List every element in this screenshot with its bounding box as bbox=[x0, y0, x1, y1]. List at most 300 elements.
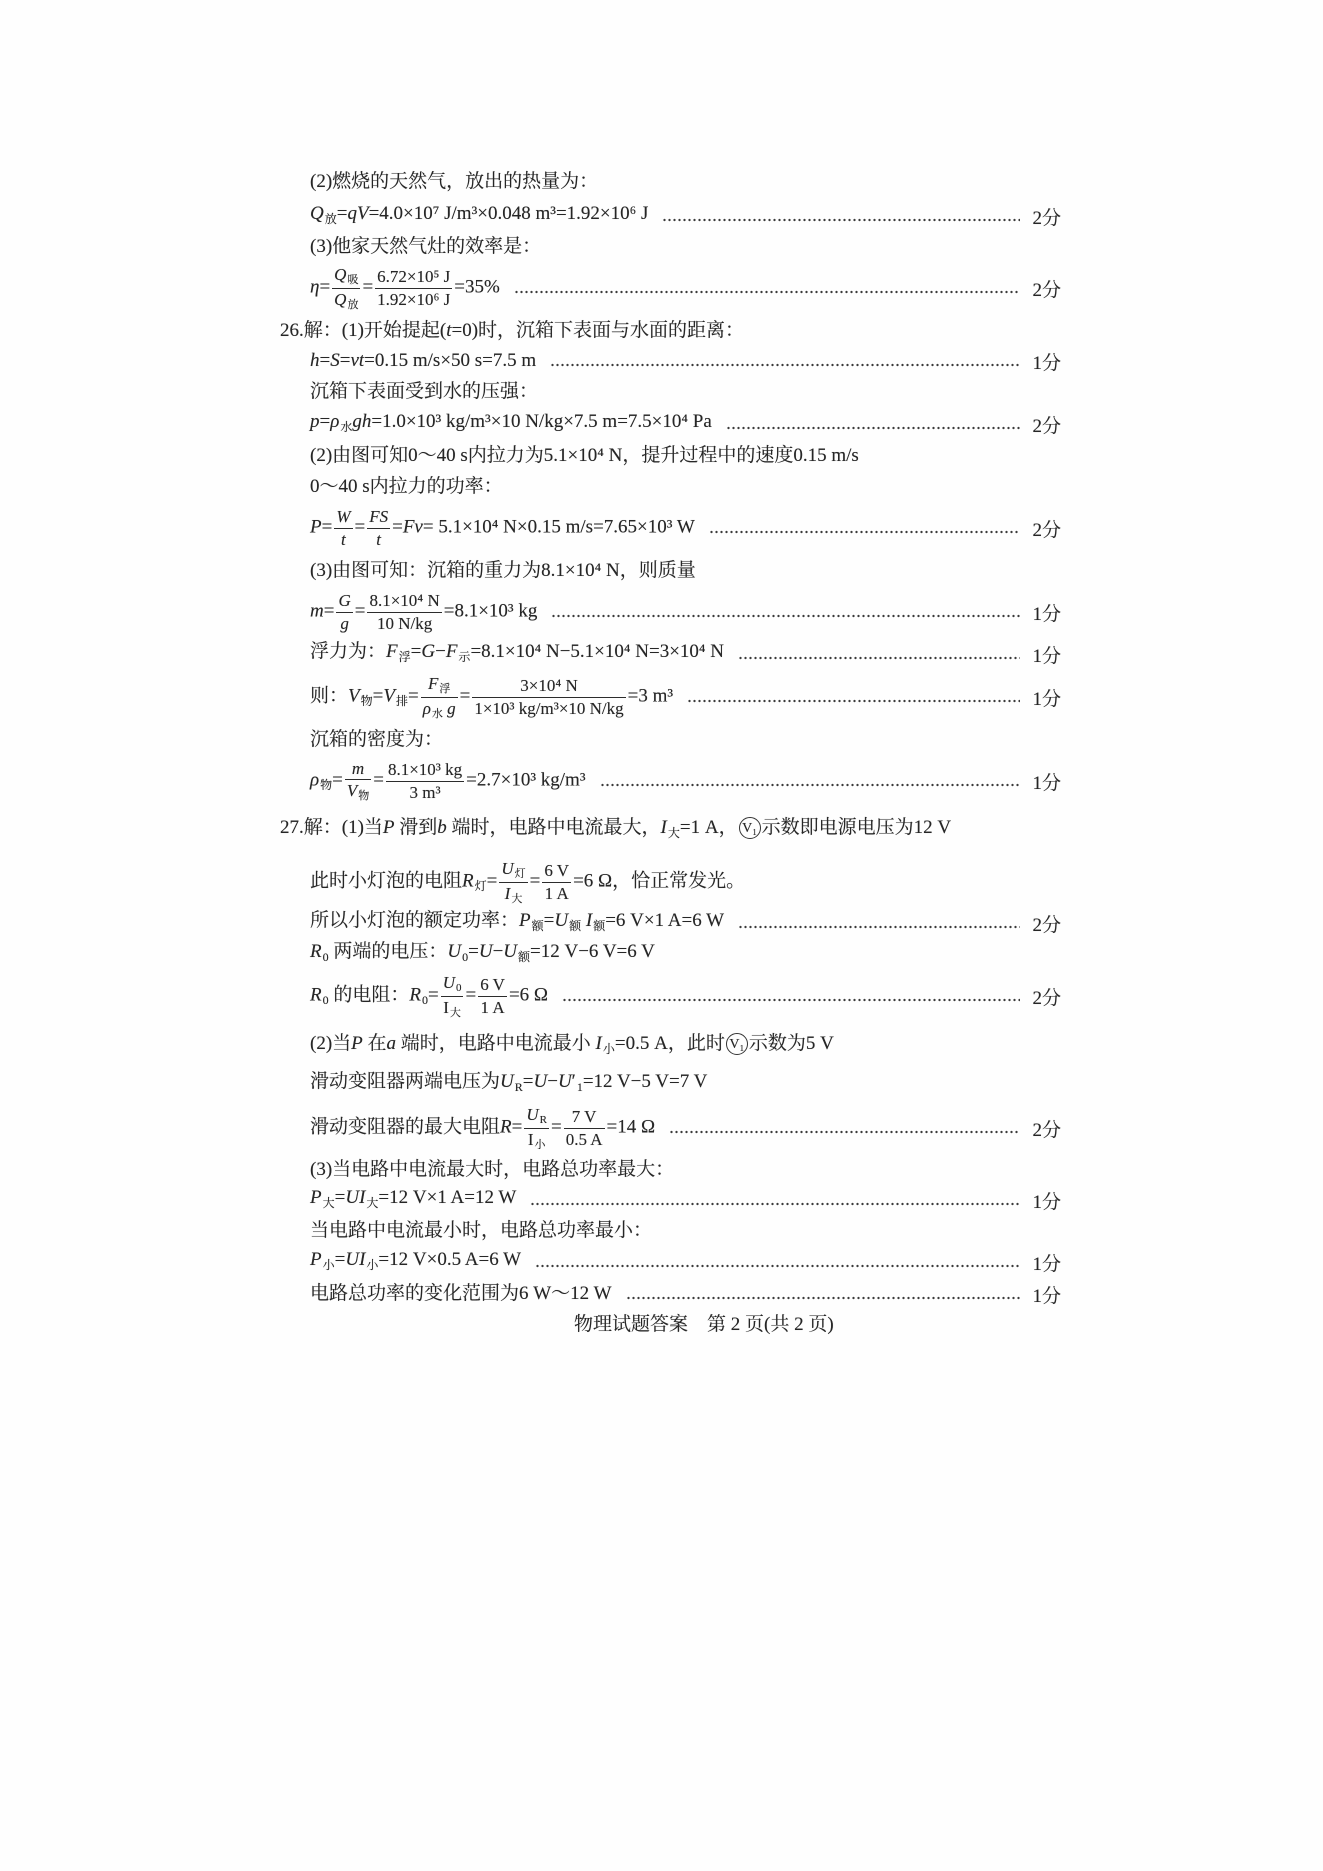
variable-symbol: F bbox=[386, 640, 398, 662]
variable-symbol: R bbox=[462, 870, 474, 892]
dot-leader bbox=[669, 1130, 1020, 1134]
formula-text: = bbox=[354, 516, 366, 538]
q27-r0-voltage-formula bbox=[310, 939, 1061, 969]
variable-symbol: g bbox=[447, 698, 456, 718]
fraction-numerator bbox=[441, 973, 464, 997]
variable-symbol: U bbox=[501, 858, 514, 878]
formula-text: =6 Ω bbox=[508, 984, 549, 1006]
formula-text: = bbox=[336, 202, 348, 224]
formula-text: 电路总功率的变化范围为6 W～12 W bbox=[310, 1283, 612, 1304]
formula-text: 示数为5 V bbox=[748, 1032, 834, 1054]
subscript: 大 bbox=[511, 892, 523, 905]
formula-text: =12 V×0.5 A=6 W bbox=[378, 1248, 522, 1270]
variable-symbol: qV bbox=[347, 202, 369, 224]
subscript: 灯 bbox=[474, 879, 487, 894]
fraction bbox=[421, 674, 458, 720]
score-points: 1分 bbox=[1032, 1253, 1061, 1275]
q27-power-range-line bbox=[310, 1279, 1061, 1309]
line-content bbox=[310, 167, 598, 197]
fraction-numerator bbox=[375, 267, 452, 289]
dot-leader bbox=[550, 363, 1020, 367]
formula-text: =14 Ω bbox=[606, 1116, 656, 1138]
fraction bbox=[524, 1105, 549, 1151]
variable-symbol: P bbox=[382, 816, 395, 838]
formula-text: = bbox=[465, 984, 477, 1006]
subscript: 物 bbox=[358, 790, 370, 803]
formula-text: (3)当电路中电流最大时，电路总功率最大： bbox=[310, 1159, 675, 1180]
fraction-numerator bbox=[478, 975, 507, 997]
q26-pressure-label bbox=[310, 377, 1061, 407]
formula-text: (2)当 bbox=[310, 1032, 352, 1054]
formula-text: 滑动变阻器两端电压为 bbox=[310, 1070, 501, 1092]
formula-text: 当电路中电流最小时，电路总功率最小： bbox=[310, 1220, 653, 1241]
variable-symbol: U bbox=[503, 940, 518, 962]
fraction-denominator bbox=[332, 289, 360, 312]
formula-text: = bbox=[372, 685, 384, 707]
fraction-denominator bbox=[421, 698, 458, 721]
fraction bbox=[367, 507, 390, 549]
fraction-denominator bbox=[334, 529, 352, 550]
dot-leader bbox=[726, 426, 1021, 430]
formula-text: = bbox=[334, 1248, 346, 1270]
heat-released-formula bbox=[310, 201, 1061, 231]
line-content bbox=[280, 316, 744, 346]
variable-symbol: U bbox=[442, 972, 455, 992]
line-content bbox=[310, 407, 712, 442]
formula-text: ′ bbox=[571, 1070, 576, 1092]
formula-text: 沉箱的密度为： bbox=[310, 729, 444, 750]
q26-power-label bbox=[310, 472, 1061, 502]
formula-text: 端时，电路中电流最大， bbox=[446, 816, 661, 838]
subscript: 大 bbox=[667, 825, 680, 840]
formula-text: = bbox=[543, 909, 555, 931]
variable-symbol: U bbox=[447, 940, 462, 962]
formula-text: =0.5 A，此时 bbox=[614, 1032, 725, 1054]
line-content bbox=[310, 1155, 674, 1185]
formula-text: 的电阻： bbox=[328, 984, 410, 1006]
variable-symbol: b bbox=[437, 816, 447, 838]
variable-symbol: vt bbox=[350, 350, 365, 371]
score-points: 2分 bbox=[1032, 519, 1061, 541]
score-points: 2分 bbox=[1032, 987, 1061, 1009]
line-content bbox=[310, 556, 696, 586]
formula-text: − bbox=[547, 1070, 558, 1092]
fraction-denominator bbox=[375, 289, 452, 310]
subscript: 排 bbox=[395, 694, 408, 709]
subscript: 放 bbox=[347, 298, 359, 311]
subscript: 小 bbox=[322, 1257, 335, 1272]
q27-part1-heading bbox=[280, 815, 1061, 845]
dot-leader bbox=[662, 218, 1020, 222]
formula-text: 滑到 bbox=[394, 816, 438, 838]
subscript: 0 bbox=[421, 993, 428, 1008]
score-points: 1分 bbox=[1032, 603, 1061, 625]
formula-text: = bbox=[410, 640, 422, 662]
heat-part2-heading bbox=[310, 167, 1061, 197]
line-content bbox=[310, 937, 655, 972]
fraction-denominator bbox=[499, 883, 527, 906]
variable-symbol: F bbox=[445, 640, 458, 662]
formula-text: = bbox=[323, 600, 335, 622]
formula-text: = bbox=[362, 276, 374, 298]
formula-text: =12 V−5 V=7 V bbox=[582, 1070, 708, 1092]
dot-leader bbox=[514, 290, 1021, 294]
q27-lamp-resistance-line bbox=[310, 856, 1061, 908]
fraction-numerator bbox=[472, 676, 625, 698]
fraction-numerator bbox=[345, 759, 371, 781]
fraction-numerator bbox=[367, 507, 390, 529]
line-content bbox=[310, 346, 536, 376]
score-points: 1分 bbox=[1032, 645, 1061, 667]
fraction-numerator bbox=[421, 674, 458, 698]
formula-text: = bbox=[332, 769, 343, 791]
formula-text: 滑动变阻器的最大电阻 bbox=[310, 1116, 501, 1138]
dot-leader bbox=[562, 998, 1020, 1002]
fraction-numerator bbox=[564, 1107, 605, 1129]
variable-symbol: P bbox=[310, 516, 322, 538]
score-points: 1分 bbox=[1032, 1191, 1061, 1213]
variable-symbol: Q bbox=[334, 264, 347, 284]
score-points: 2分 bbox=[1032, 914, 1061, 936]
variable-symbol: P bbox=[351, 1032, 363, 1054]
page-footer: 物理试题答案 第 2 页(共 2 页) bbox=[574, 1314, 834, 1335]
fraction-denominator bbox=[386, 782, 464, 803]
fraction-denominator bbox=[542, 883, 571, 904]
formula-text: = bbox=[321, 516, 333, 538]
fraction-denominator bbox=[524, 1129, 549, 1152]
formula-text: I bbox=[443, 997, 449, 1017]
variable-symbol: U bbox=[554, 909, 569, 931]
variable-symbol: Q bbox=[334, 289, 347, 309]
q26-mass-formula bbox=[310, 586, 1061, 638]
formula-text: = bbox=[459, 685, 471, 707]
formula-text: = bbox=[511, 1116, 523, 1138]
formula-text: =6 Ω，恰正常发光。 bbox=[573, 870, 746, 892]
formula-text: 1.92×10⁶ J bbox=[377, 289, 451, 309]
formula-text: =4.0×10⁷ J/m³×0.048 m³=1.92×10⁶ J bbox=[368, 202, 649, 224]
subscript: R bbox=[514, 1079, 523, 1094]
formula-text: 7 V bbox=[571, 1106, 597, 1126]
fraction bbox=[367, 591, 441, 633]
q26-power-formula bbox=[310, 502, 1061, 554]
fraction bbox=[441, 973, 464, 1019]
formula-text: 沉箱下表面受到水的压强： bbox=[310, 381, 539, 402]
formula-text: (3)由图可知：沉箱的重力为8.1×10⁴ N，则质量 bbox=[310, 560, 696, 581]
formula-text: 6 V bbox=[480, 974, 505, 994]
variable-symbol: I bbox=[595, 1032, 602, 1054]
dot-leader bbox=[626, 1296, 1021, 1300]
fraction bbox=[499, 859, 527, 905]
subscript: 浮 bbox=[439, 682, 451, 695]
subscript: 小 bbox=[602, 1041, 615, 1056]
fraction-numerator bbox=[334, 507, 352, 529]
formula-text: = bbox=[319, 350, 331, 371]
fraction bbox=[472, 676, 625, 718]
q26-part1-heading bbox=[280, 316, 1061, 346]
formula-text: 则： bbox=[310, 685, 349, 707]
variable-symbol: F bbox=[427, 673, 439, 693]
dot-leader bbox=[738, 925, 1020, 929]
subscript: 水 bbox=[431, 707, 443, 720]
line-content bbox=[310, 1245, 521, 1280]
formula-text: 端时，电路中电流最小 bbox=[396, 1032, 596, 1054]
subscript: 放 bbox=[324, 211, 337, 226]
line-content bbox=[280, 813, 951, 848]
variable-symbol: U bbox=[533, 1070, 548, 1092]
dot-leader bbox=[709, 530, 1021, 534]
score-points: 1分 bbox=[1032, 688, 1061, 710]
q27-min-power-formula bbox=[310, 1247, 1061, 1277]
variable-symbol: R bbox=[500, 1116, 512, 1138]
variable-symbol: U bbox=[478, 940, 493, 962]
formula-text: 1 A bbox=[544, 883, 569, 903]
subscript: 额 bbox=[531, 918, 544, 933]
line-content bbox=[310, 973, 548, 1019]
variable-symbol: V bbox=[348, 685, 360, 707]
variable-symbol: Q bbox=[310, 202, 324, 224]
variable-symbol: U bbox=[557, 1070, 572, 1092]
variable-symbol: P bbox=[519, 909, 531, 931]
formula-text: = bbox=[392, 516, 403, 538]
variable-symbol: UI bbox=[345, 1186, 366, 1208]
score-points: 2分 bbox=[1032, 415, 1061, 437]
variable-symbol: η bbox=[310, 276, 320, 298]
variable-symbol: R bbox=[310, 984, 322, 1006]
q27-min-power-label bbox=[310, 1216, 1061, 1246]
fraction-denominator bbox=[478, 997, 507, 1018]
variable-symbol: p bbox=[310, 410, 320, 432]
variable-symbol: a bbox=[386, 1032, 397, 1054]
formula-text: =8.1×10⁴ N−5.1×10⁴ N=3×10⁴ N bbox=[470, 640, 725, 662]
line-content bbox=[310, 199, 648, 234]
fraction-denominator bbox=[336, 613, 352, 634]
q26-depth-formula bbox=[310, 346, 1061, 376]
formula-text: = bbox=[354, 600, 366, 622]
variable-symbol: R bbox=[310, 940, 322, 962]
formula-text: =8.1×10³ kg bbox=[443, 600, 538, 622]
fraction-denominator bbox=[472, 698, 625, 719]
variable-symbol: P bbox=[310, 1248, 322, 1270]
fraction-denominator bbox=[345, 780, 371, 803]
formula-text: 1×10³ kg/m³×10 N/kg bbox=[474, 698, 624, 718]
variable-symbol: gh bbox=[352, 410, 372, 432]
subscript: 0 bbox=[455, 981, 462, 994]
fraction-denominator bbox=[441, 997, 464, 1020]
variable-symbol: U bbox=[500, 1070, 514, 1092]
formula-text: = bbox=[427, 984, 439, 1006]
fraction bbox=[345, 759, 371, 803]
fraction bbox=[334, 507, 352, 549]
formula-text: 1 A bbox=[480, 997, 505, 1017]
formula-text: 两端的电压： bbox=[328, 940, 448, 962]
subscript: 额 bbox=[569, 918, 582, 933]
formula-text: 浮力为： bbox=[310, 640, 387, 662]
formula-text: 3×10⁴ N bbox=[520, 675, 578, 695]
line-content bbox=[310, 759, 586, 803]
fraction-numerator bbox=[542, 861, 571, 883]
line-content bbox=[310, 674, 673, 720]
score-points: 2分 bbox=[1032, 207, 1061, 229]
fraction-numerator bbox=[336, 591, 352, 613]
line-content bbox=[310, 1183, 516, 1218]
line-content bbox=[310, 1216, 652, 1246]
subscript: 额 bbox=[593, 918, 606, 933]
line-content bbox=[310, 507, 695, 549]
subscript: 灯 bbox=[514, 867, 526, 880]
formula-text: =12 V×1 A=12 W bbox=[378, 1186, 517, 1208]
formula-text: 10 N/kg bbox=[376, 613, 433, 633]
formula-text: = bbox=[319, 410, 331, 432]
variable-symbol: UI bbox=[345, 1248, 366, 1270]
fraction-numerator bbox=[332, 265, 360, 289]
fraction-denominator bbox=[367, 529, 390, 550]
formula-text: 27.解：(1)当 bbox=[280, 816, 383, 838]
formula-text: =1 A， bbox=[679, 816, 738, 838]
variable-symbol: t bbox=[341, 529, 346, 549]
formula-text: =0)时，沉箱下表面与水面的距离： bbox=[451, 320, 745, 341]
subscript: 1 bbox=[576, 1079, 583, 1094]
formula-text: = bbox=[550, 1116, 562, 1138]
line-content bbox=[310, 377, 538, 407]
voltmeter-icon: V₁ bbox=[726, 1033, 748, 1055]
subscript: 物 bbox=[320, 778, 333, 793]
formula-text: 6 V bbox=[544, 860, 570, 880]
subscript: 0 bbox=[462, 949, 469, 964]
formula-text: 8.1×10⁴ N bbox=[369, 590, 440, 610]
line-content bbox=[310, 591, 537, 633]
variable-symbol: I bbox=[585, 909, 593, 931]
formula-text: I bbox=[527, 1129, 534, 1149]
q26-density-formula bbox=[310, 755, 1061, 807]
subscript: R bbox=[539, 1113, 547, 1126]
variable-symbol: G bbox=[421, 640, 436, 662]
line-content bbox=[310, 859, 745, 905]
line-content bbox=[310, 232, 541, 262]
variable-symbol: h bbox=[310, 350, 320, 371]
variable-symbol: ρ bbox=[330, 410, 340, 432]
variable-symbol: FS bbox=[369, 506, 389, 526]
efficiency-formula bbox=[310, 262, 1061, 314]
fraction-numerator bbox=[367, 591, 441, 613]
variable-symbol: G bbox=[338, 590, 351, 610]
q26-part2-heading bbox=[310, 441, 1061, 471]
variable-symbol: V bbox=[383, 685, 395, 707]
q27-max-power-formula bbox=[310, 1185, 1061, 1215]
formula-text: = bbox=[334, 1186, 346, 1208]
subscript: 吸 bbox=[347, 273, 359, 286]
q27-rated-power-formula bbox=[310, 908, 1061, 938]
formula-text: = 5.1×10⁴ N×0.15 m/s=7.65×10³ W bbox=[422, 516, 695, 538]
variable-symbol: W bbox=[336, 506, 351, 526]
formula-text: = bbox=[486, 870, 498, 892]
fraction bbox=[336, 591, 352, 633]
score-points: 1分 bbox=[1032, 772, 1061, 794]
q26-buoyancy-formula bbox=[310, 639, 1061, 669]
formula-text: 在 bbox=[362, 1032, 387, 1054]
variable-symbol: U bbox=[526, 1104, 539, 1124]
voltmeter-icon: V₁ bbox=[739, 817, 761, 839]
fraction-numerator bbox=[524, 1105, 549, 1129]
line-content bbox=[310, 1029, 834, 1064]
q27-part2-heading bbox=[310, 1031, 1061, 1061]
formula-text: = bbox=[529, 870, 541, 892]
formula-text: 所以小灯泡的额定功率： bbox=[310, 909, 520, 931]
formula-text: − bbox=[492, 940, 504, 962]
formula-text: 0.5 A bbox=[565, 1129, 603, 1149]
formula-text: =1.0×10³ kg/m³×10 N/kg×7.5 m=7.5×10⁴ Pa bbox=[371, 410, 712, 432]
dot-leader bbox=[738, 656, 1020, 660]
subscript: 额 bbox=[518, 949, 531, 964]
formula-text: − bbox=[435, 640, 446, 662]
formula-text: 此时小灯泡的电阻 bbox=[310, 870, 463, 892]
variable-symbol: I bbox=[504, 883, 511, 903]
score-points: 2分 bbox=[1032, 279, 1061, 301]
formula-text: 8.1×10³ kg bbox=[387, 759, 463, 779]
subscript: 大 bbox=[366, 1195, 379, 1210]
formula-text: 6.72×10⁵ J bbox=[377, 266, 451, 286]
variable-symbol: m bbox=[310, 600, 324, 622]
fraction-denominator bbox=[564, 1129, 605, 1150]
score-points: 1分 bbox=[1032, 352, 1061, 374]
q27-part3-heading bbox=[310, 1155, 1061, 1185]
dot-leader bbox=[600, 783, 1021, 787]
formula-text: (3)他家天然气灶的效率是： bbox=[310, 236, 542, 257]
q26-part3-heading bbox=[310, 556, 1061, 586]
q26-density-label bbox=[310, 725, 1061, 755]
formula-text: (2)燃烧的天然气，放出的热量为： bbox=[310, 171, 599, 192]
line-content bbox=[310, 472, 503, 502]
formula-text: 3 m³ bbox=[409, 782, 441, 802]
fraction-denominator bbox=[367, 613, 441, 634]
variable-symbol: R bbox=[409, 984, 421, 1006]
fraction bbox=[386, 760, 464, 802]
formula-text: = bbox=[468, 940, 479, 962]
dot-leader bbox=[551, 614, 1020, 618]
score-points: 2分 bbox=[1032, 1119, 1061, 1141]
subscript: 小 bbox=[366, 1257, 379, 1272]
subscript: 浮 bbox=[398, 649, 411, 664]
variable-symbol: I bbox=[660, 816, 667, 838]
q26-pressure-formula bbox=[310, 409, 1061, 439]
formula-text: = bbox=[522, 1070, 534, 1092]
formula-text: = bbox=[373, 769, 384, 791]
formula-text: =3 m³ bbox=[627, 685, 674, 707]
formula-text: 26.解：(1)开始提起( bbox=[280, 320, 447, 341]
fraction bbox=[375, 267, 452, 309]
q27-rheostat-voltage-formula bbox=[310, 1069, 1061, 1099]
formula-text: =2.7×10³ kg/m³ bbox=[466, 769, 586, 791]
fraction-numerator bbox=[499, 859, 527, 883]
formula-text: 示数即电源电压为12 V bbox=[761, 816, 952, 838]
variable-symbol: g bbox=[340, 613, 349, 633]
fraction bbox=[478, 975, 507, 1017]
heat-part3-heading bbox=[310, 232, 1061, 262]
line-content bbox=[310, 1279, 612, 1309]
formula-text: =12 V−6 V=6 V bbox=[530, 940, 655, 962]
line-content bbox=[310, 637, 724, 672]
formula-text: 0～40 s内拉力的功率： bbox=[310, 476, 503, 497]
subscript: 大 bbox=[449, 1006, 461, 1019]
formula-text: = bbox=[319, 276, 331, 298]
dot-leader bbox=[687, 699, 1020, 703]
variable-symbol: S bbox=[330, 350, 340, 371]
line-content bbox=[310, 265, 500, 311]
subscript: 0 bbox=[322, 949, 329, 964]
line-content bbox=[310, 906, 724, 941]
variable-symbol: ρ bbox=[422, 698, 431, 718]
variable-symbol: V bbox=[346, 781, 358, 801]
variable-symbol: t bbox=[446, 320, 452, 341]
